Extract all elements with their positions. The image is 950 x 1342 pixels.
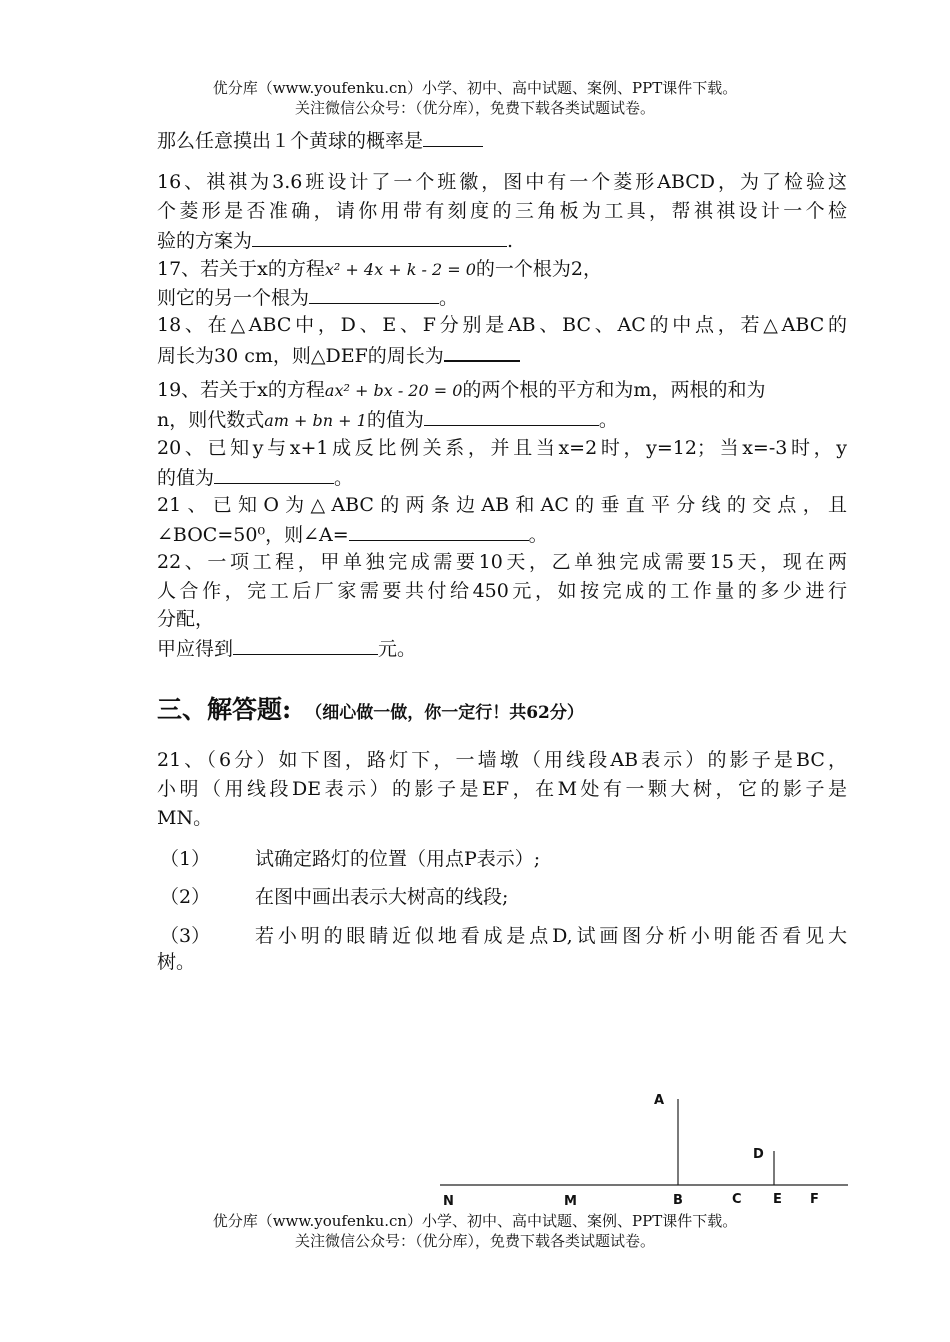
q20-line-2 xyxy=(157,465,353,490)
q19-text-2a: n，则代数式 xyxy=(157,409,265,431)
q20-line-1: 20、已知y与x+1成反比例关系，并且当x=2时，y=12；当x=-3时，y xyxy=(157,437,847,459)
q17-text-b: 的一个根为2， xyxy=(475,258,603,280)
q16-line-3 xyxy=(157,228,513,253)
q21-line-2 xyxy=(157,522,548,547)
q22-line-3: 分配， xyxy=(157,608,215,630)
q20-end: 。 xyxy=(334,467,354,489)
q18-text-2: 周长为30 cm，则△DEF的周长为 xyxy=(157,345,444,367)
footer-line-1: 优分库（www.youfenku.cn）小学、初中、高中试题、案例、PPT课件下载。 xyxy=(212,1212,738,1230)
label-m: M xyxy=(564,1194,577,1209)
q17-text-a: 17、若关于x的方程 xyxy=(157,258,325,280)
footer-line-2: 关注微信公众号：（优分库），免费下载各类试题试卷。 xyxy=(294,1232,655,1250)
q16-line-1: 16、祺祺为3.6班设计了一个班徽，图中有一个菱形ABCD，为了检验这 xyxy=(157,171,847,193)
q19-expression: am + bn + 1 xyxy=(264,411,367,430)
p21-item-2-number: （2） xyxy=(160,886,211,908)
p21-item-3-number: （3） xyxy=(160,925,211,947)
q17-text-2: 则它的另一个根为 xyxy=(157,287,310,309)
q18-line-1: 18、在△ABC中，D、E、F分别是AB、BC、AC的中点，若△ABC的 xyxy=(157,314,847,336)
q22-text-4: 甲应得到 xyxy=(157,638,234,660)
q17-equation: x² + 4x + k - 2 = 0 xyxy=(324,260,476,279)
q17-blank xyxy=(309,285,439,304)
q16-text-3: 验的方案为 xyxy=(157,230,253,252)
q19-text-a: 19、若关于x的方程 xyxy=(157,379,325,401)
p21-item-2-text: 在图中画出表示大树高的线段; xyxy=(255,886,509,908)
q22-line-4 xyxy=(157,636,416,661)
q19-equation: ax² + bx - 20 = 0 xyxy=(324,381,463,400)
section-3-note: （细心做一做，你一定行！共62分） xyxy=(305,703,584,723)
q17-end: 。 xyxy=(439,287,459,309)
q22-end: 元。 xyxy=(378,638,417,660)
section-3-heading xyxy=(157,690,584,726)
p21-item-3-text: 若小明的眼睛近似地看成是点D,试画图分析小明能否看见大 xyxy=(255,925,847,947)
q18-blank xyxy=(444,342,520,362)
q21-line-1: 21、已知O为△ABC的两条边AB和AC的垂直平分线的交点，且 xyxy=(157,494,847,516)
q21-blank xyxy=(349,522,529,541)
q20-text-2: 的值为 xyxy=(157,467,215,489)
q16-blank xyxy=(252,228,507,247)
q18-line-2 xyxy=(157,342,520,368)
section-3-title: 三、解答题: xyxy=(157,695,292,724)
q20-blank xyxy=(214,465,334,484)
label-n: N xyxy=(443,1194,454,1209)
header-line-2: 关注微信公众号：（优分库），免费下载各类试题试卷。 xyxy=(294,99,655,117)
label-d: D xyxy=(753,1147,764,1162)
label-e: E xyxy=(773,1192,782,1207)
label-b: B xyxy=(673,1193,683,1208)
q21-text-2: ∠BOC=50⁰，则∠A= xyxy=(157,524,349,546)
p21-line-1: 21、（6分）如下图，路灯下，一墙墩（用线段AB表示）的影子是BC， xyxy=(157,749,847,771)
q19-end: 。 xyxy=(598,409,618,431)
q19-blank xyxy=(424,407,599,426)
q16-end: . xyxy=(507,230,514,252)
q19-text-2b: 的值为 xyxy=(366,409,424,431)
q17-line-2 xyxy=(157,285,458,310)
lamp-shadow-figure xyxy=(430,1085,860,1215)
q21-end: 。 xyxy=(528,524,548,546)
q17-line-1 xyxy=(157,257,602,282)
label-a: A xyxy=(654,1093,665,1108)
p21-line-2: 小明（用线段DE表示）的影子是EF，在M处有一颗大树，它的影子是 xyxy=(157,778,847,800)
q19-text-b: 的两个根的平方和为m，两根的和为 xyxy=(462,379,766,401)
p21-line-3: MN。 xyxy=(157,807,213,829)
p21-item-3-continued: 树。 xyxy=(157,951,196,973)
p21-item-1-number: （1） xyxy=(160,848,211,870)
q15-tail xyxy=(157,128,483,153)
q19-line-1 xyxy=(157,378,765,403)
label-f: F xyxy=(810,1192,819,1207)
q22-line-1: 22、一项工程，甲单独完成需要10天，乙单独完成需要15天，现在两 xyxy=(157,551,847,573)
q22-blank xyxy=(233,636,378,655)
q15-blank xyxy=(423,128,483,147)
p21-item-1-text: 试确定路灯的位置（用点P表示）; xyxy=(255,848,541,870)
q22-line-2: 人合作，完工后厂家需要共付给450元，如按完成的工作量的多少进行 xyxy=(157,580,847,602)
q15-text: 那么任意摸出１个黄球的概率是 xyxy=(157,130,424,152)
q19-line-2 xyxy=(157,407,618,433)
q16-line-2: 个菱形是否准确，请你用带有刻度的三角板为工具，帮祺祺设计一个检 xyxy=(157,200,847,222)
header-line-1: 优分库（www.youfenku.cn）小学、初中、高中试题、案例、PPT课件下载。 xyxy=(212,79,738,97)
label-c: C xyxy=(732,1192,742,1207)
